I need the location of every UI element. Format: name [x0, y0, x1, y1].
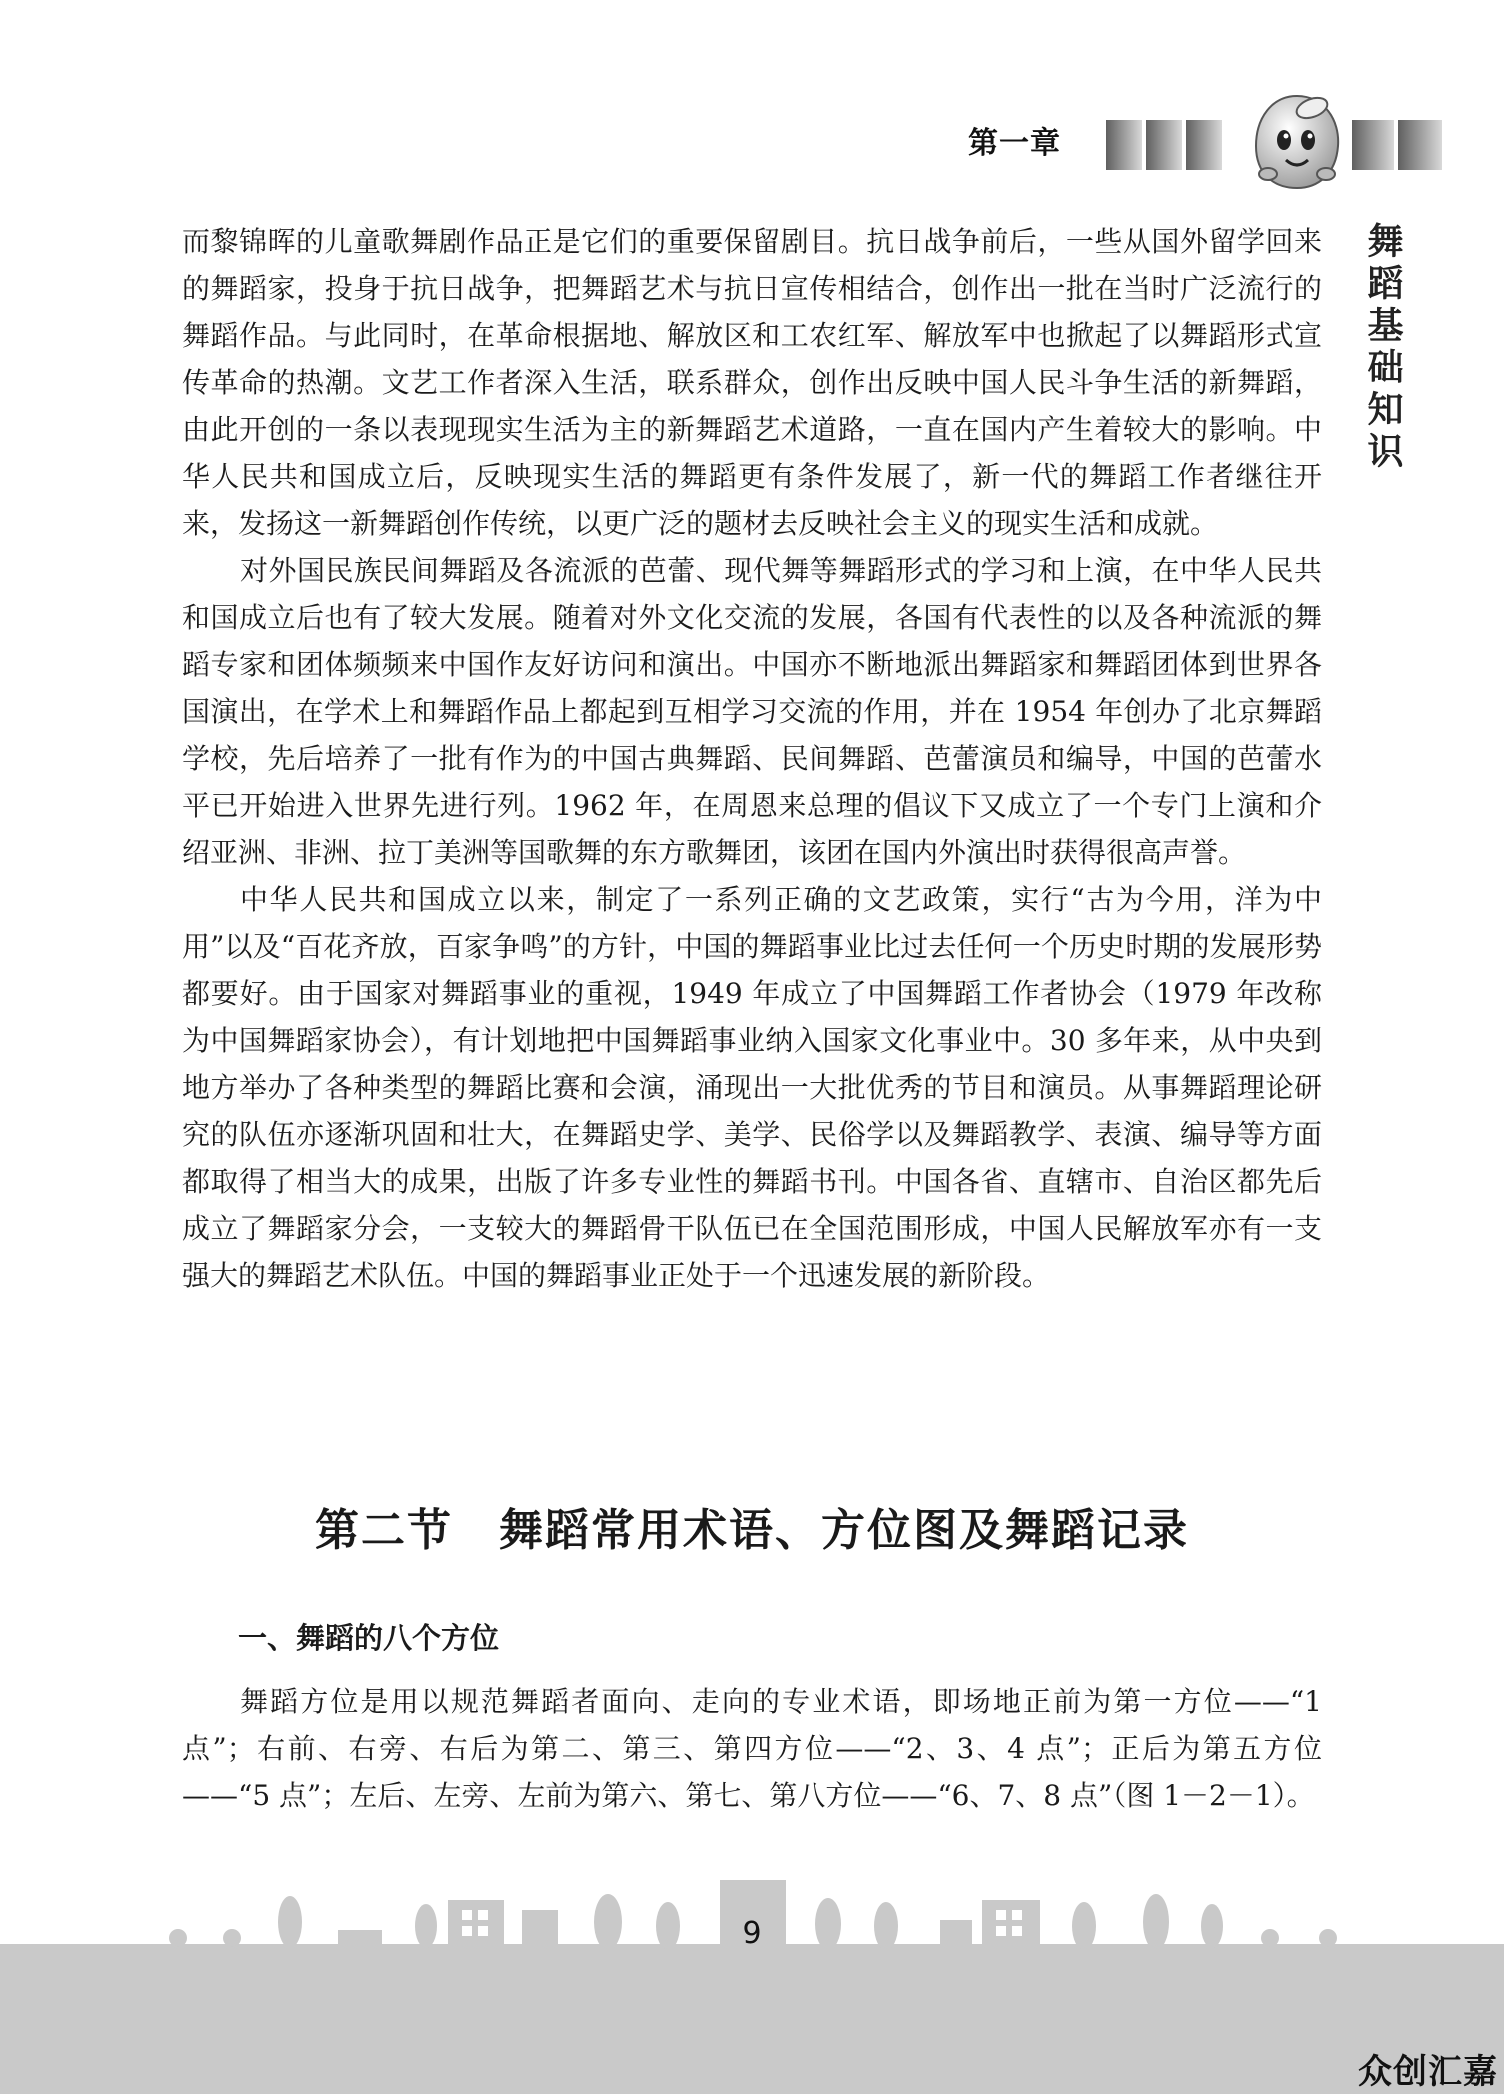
paragraph-3: 中华人民共和国成立以来，制定了一系列正确的文艺政策，实行“古为今用，洋为中用”以及“百花齐放，百家争鸣”的方针，中国的舞蹈事业比过去任何一个历史时期的发展形势都要好。由于国家对舞蹈事业的重视，1949 年成立了中国舞蹈工作者协会（1979 年改称为中国舞蹈家协会），有计划地把中国舞蹈事业纳入国家文化事业中。30 多年来，从中央到地方举办了各种类型的舞蹈比赛和会演，涌现出一大批优秀的节目和演员。从事舞蹈理论研究的队伍亦逐渐巩固和壮大，在舞蹈史学、美学、民俗学以及舞蹈教学、表演、编导等方面都取得了相当大的成果，出版了许多专业性的舞蹈书刊。中国各省、直辖市、自治区都先后成立了舞蹈家分会，一支较大的舞蹈骨干队伍已在全国范围形成，中国人民解放军亦有一支强大的舞蹈艺术队伍。中国的舞蹈事业正处于一个迅速发展的新阶段。 — [182, 883, 1322, 1292]
subheading: 一、舞蹈的八个方位 — [238, 1621, 500, 1655]
section-body — [182, 1678, 1322, 1819]
chapter-label: 第一章 — [968, 126, 1061, 161]
footer-band — [0, 1944, 1504, 2094]
paragraph-4: 舞蹈方位是用以规范舞蹈者面向、走向的专业术语，即场地正前为第一方位——“1 点”；右前、右旁、右后为第二、第三、第四方位——“2、3、4 点”；正后为第五方位——“5 点”；左后、左旁、左前为第六、第七、第八方位——“6、7、8 点”（图 1－2－1）。 — [182, 1685, 1322, 1812]
watermark-text: 众创汇嘉 — [1358, 2052, 1498, 2092]
side-book-title: 舞蹈基础知识 — [1362, 222, 1404, 474]
paragraph-1: 而黎锦晖的儿童歌舞剧作品正是它们的重要保留剧目。抗日战争前后，一些从国外留学回来的舞蹈家，投身于抗日战争，把舞蹈艺术与抗日宣传相结合，创作出一批在当时广泛流行的舞蹈作品。与此同时，在革命根据地、解放区和工农红军、解放军中也掀起了以舞蹈形式宣传革命的热潮。文艺工作者深入生活，联系群众，创作出反映中国人民斗争生活的新舞蹈，由此开创的一条以表现现实生活为主的新舞蹈艺术道路，一直在国内产生着较大的影响。中华人民共和国成立后，反映现实生活的舞蹈更有条件发展了，新一代的舞蹈工作者继往开来，发扬这一新舞蹈创作传统，以更广泛的题材去反映社会主义的现实生活和成就。 — [182, 225, 1322, 540]
page-number: 9 — [742, 1916, 762, 1951]
body-text — [182, 218, 1322, 1299]
section-title: 第二节 舞蹈常用术语、方位图及舞蹈记录 — [315, 1505, 1189, 1556]
paragraph-2: 对外国民族民间舞蹈及各流派的芭蕾、现代舞等舞蹈形式的学习和上演，在中华人民共和国成立后也有了较大发展。随着对外文化交流的发展，各国有代表性的以及各种流派的舞蹈专家和团体频频来中国作友好访问和演出。中国亦不断地派出舞蹈家和舞蹈团体到世界各国演出，在学术上和舞蹈作品上都起到互相学习交流的作用，并在 1954 年创办了北京舞蹈学校，先后培养了一批有作为的中国古典舞蹈、民间舞蹈、芭蕾演员和编导，中国的芭蕾水平已开始进入世界先进行列。1962 年，在周恩来总理的倡议下又成立了一个专门上演和介绍亚洲、非洲、拉丁美洲等国歌舞的东方歌舞团，该团在国内外演出时获得很高声誉。 — [182, 554, 1322, 869]
cartoon-droplet-mascot-icon — [1242, 88, 1352, 198]
